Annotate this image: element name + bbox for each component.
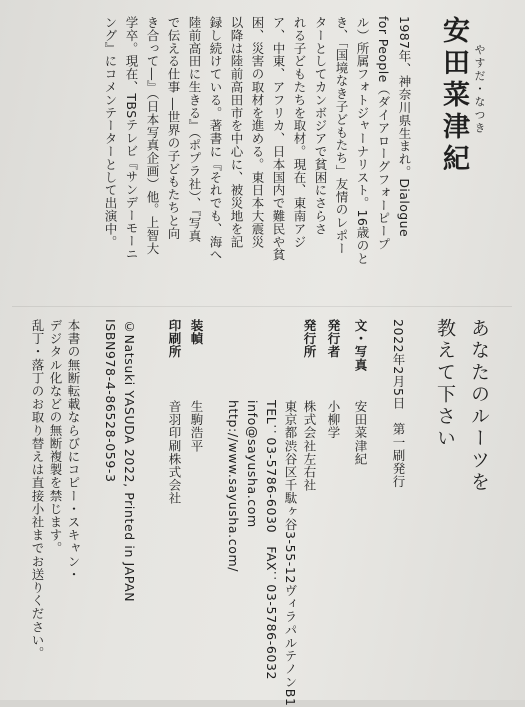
author-bio-line: 1987年、神奈川県生まれ。Dialogue [397, 16, 412, 238]
author-name: 安田菜津紀 [438, 16, 469, 176]
copy-notice-line-3: 乱丁・落丁のお取り替えは直接小社までお送りください。 [30, 319, 45, 660]
label-print [165, 319, 183, 358]
copy-notice-line-2: デジタル化などの無断複製を禁じます。 [48, 319, 63, 555]
author-bio-line: for People（ダイアローグフォーピープ [376, 16, 391, 251]
copy-notice-line-1: 本書の無断転載ならびにコピー・スキャン・ [66, 319, 81, 581]
value-print: 音羽印刷株式会社 [167, 400, 182, 505]
label-publisher [300, 319, 318, 358]
book-title [428, 318, 496, 498]
isbn: ISBN978-4-86528-059-3 [103, 319, 118, 483]
copy-notice [28, 319, 82, 660]
label-print-text: 印刷所 [167, 319, 182, 359]
author-bio-line: ル）所属フォトジャーナリスト。16歳のと [355, 16, 370, 265]
label-design [187, 319, 205, 345]
label-publisher-person-text: 発行者 [326, 319, 341, 359]
publisher-tel-fax: TEL：03-5786-6030 FAX：03-5786-6032 [264, 400, 279, 681]
author-bio-line: き合って―』（日本写真企画）他。上智大 [145, 16, 160, 255]
publisher-address: 東京都渋谷区千駄ヶ谷3-55-12ヴィラパルテノンB1 [283, 400, 298, 707]
label-design-text: 装幀 [189, 319, 204, 346]
copyright: ©Natsuki YASUDA 2022, Printed in JAPAN [122, 319, 137, 603]
value-publisher-person: 小柳学 [326, 400, 341, 440]
book-title-line-2: 教えて下さい [434, 318, 456, 450]
divider [12, 306, 512, 307]
author-bio-line: ターとしてカンボジアで貧困にさらさ [313, 16, 328, 236]
author-bio-line: れる子どもたちを取材。現在、東南アジ [292, 16, 307, 249]
author-bio-line: 学卒。現在、TBSテレビ『サンデーモーニ [124, 16, 139, 261]
author-bio-line: 困、災害の取材を進める。東日本大震災 [250, 16, 265, 249]
publisher-email: info@sayusha.com [245, 400, 260, 528]
author-bio-line: ア、中東、アフリカ、日本国内で難民や貧 [271, 16, 286, 262]
value-text-photo: 安田菜津紀 [353, 400, 368, 466]
publisher-url: http://www.sayusha.com/ [226, 400, 241, 573]
author-bio-line: 以降は陸前高田市を中心に、被災地を記 [229, 16, 244, 249]
book-title-line-1: あなたのルーツを [468, 318, 490, 494]
value-design: 生駒浩平 [189, 400, 204, 453]
label-publisher-text: 発行所 [302, 319, 317, 359]
author-yomi: やすだ・なつき [473, 44, 486, 135]
author-bio-line: 陸前高田に生きる』（ポプラ社）、『写真 [187, 16, 202, 243]
author-bio-line: ング』にコメンテーターとして出演中。 [103, 16, 118, 249]
author-bio-line: き、「国境なき子どもたち」友情のレポー [334, 16, 349, 255]
label-publisher-person [324, 319, 342, 358]
label-text-photo-text: 文・写真 [353, 319, 368, 372]
author-bio-line: 録し続けている。著書に『それでも、海へ [208, 16, 223, 262]
publication-date: 2022年2月5日 第一刷発行 [391, 319, 406, 489]
author-bio-line: で伝える仕事 ―世界の子どもたちと向 [166, 16, 181, 240]
author-bio [100, 16, 415, 265]
label-text-photo [351, 319, 369, 371]
value-publisher-name: 株式会社左右社 [302, 400, 317, 492]
